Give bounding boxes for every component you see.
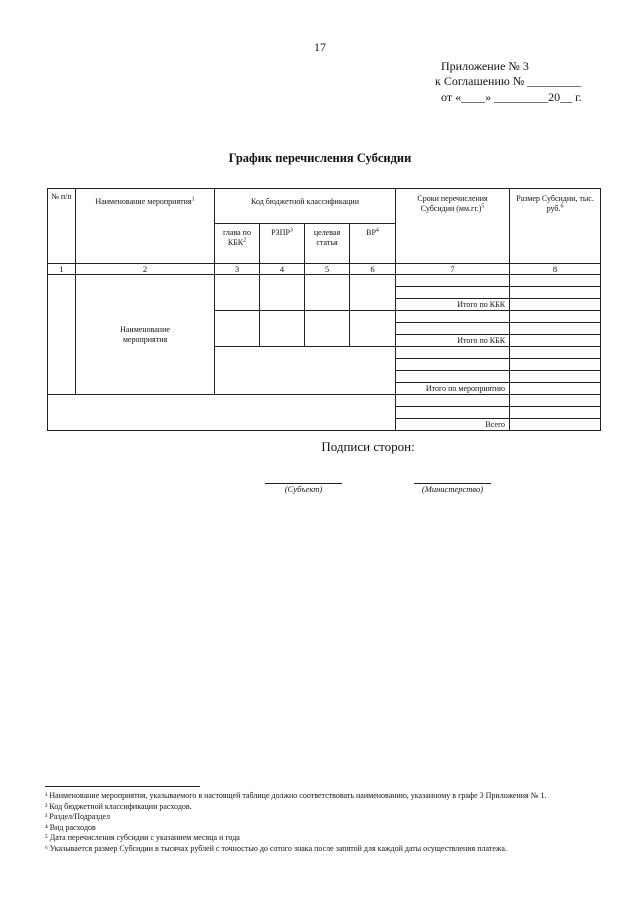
transfer-schedule-table	[47, 188, 601, 431]
footnote-6: ⁶ Указывается размер Субсидии в тысячах рублей с точностью до сотого знака после запятой для каждой даты осуществления платежа.	[45, 843, 507, 853]
header-chapter: глава по КБК$^2$	[215, 224, 260, 264]
appendix-line-1: Приложение № 3	[441, 59, 529, 73]
col-number: 7	[396, 264, 510, 275]
col-number: 5	[305, 264, 350, 275]
appendix-line-2: к Соглашению № _________	[435, 74, 582, 88]
header-event-name: Наименование мероприятия$^1$	[76, 189, 215, 264]
footnote-separator	[45, 786, 200, 787]
total-event-label: Итого по мероприятию	[396, 383, 510, 395]
subject-signature-label: (Субъект)	[284, 484, 323, 494]
header-no: № п/п	[48, 189, 76, 264]
col-number: 4	[260, 264, 305, 275]
footnote-3: ³ Раздел/Подраздел	[45, 812, 111, 821]
col-number: 8	[510, 264, 601, 275]
header-rzpr: РЗПР$^3$	[260, 224, 305, 264]
col-number: 1	[48, 264, 76, 275]
event-name-cell: Наименование мероприятия	[76, 275, 215, 395]
total-kbk-label: Итого по КБК	[396, 299, 510, 311]
col-number: 2	[76, 264, 215, 275]
footnote-1: ¹ Наименование мероприятия, указываемого в настоящей таблице должно соответствовать наименованию, указанному в графе 3 Приложения № 1.	[45, 791, 547, 800]
page-number: 17	[314, 40, 326, 54]
row-number-cell	[48, 275, 76, 395]
document-title: График перечисления Субсидии	[228, 151, 412, 165]
header-schedule: Сроки перечисления Субсидии $(мм.гг.)^5$	[396, 189, 510, 264]
col-number: 3	[215, 264, 260, 275]
total-kbk-label: Итого по КБК	[396, 335, 510, 347]
col-number: 6	[350, 264, 396, 275]
footnote-5: ⁵ Дата перечисления субсидии с указанием месяца и года	[45, 833, 240, 842]
footnote-2: ² Код бюджетной классификации расходов.	[45, 801, 192, 811]
header-target: целевая статья	[305, 224, 350, 264]
header-size: Размер Субсидии, тыс. руб.$^6$	[510, 189, 601, 264]
appendix-line-3: от «____» _________20__ г.	[441, 90, 582, 104]
total-all-label: Всего	[396, 419, 510, 431]
footnote-4: ⁴ Вид расходов	[45, 822, 96, 832]
header-vr: $ВР^4$	[350, 224, 396, 264]
header-kbk: Код бюджетной классификации	[215, 189, 396, 224]
footnotes	[45, 791, 600, 854]
ministry-signature-label: (Министерство)	[421, 484, 484, 494]
signatures-heading: Подписи сторон:	[321, 439, 415, 454]
